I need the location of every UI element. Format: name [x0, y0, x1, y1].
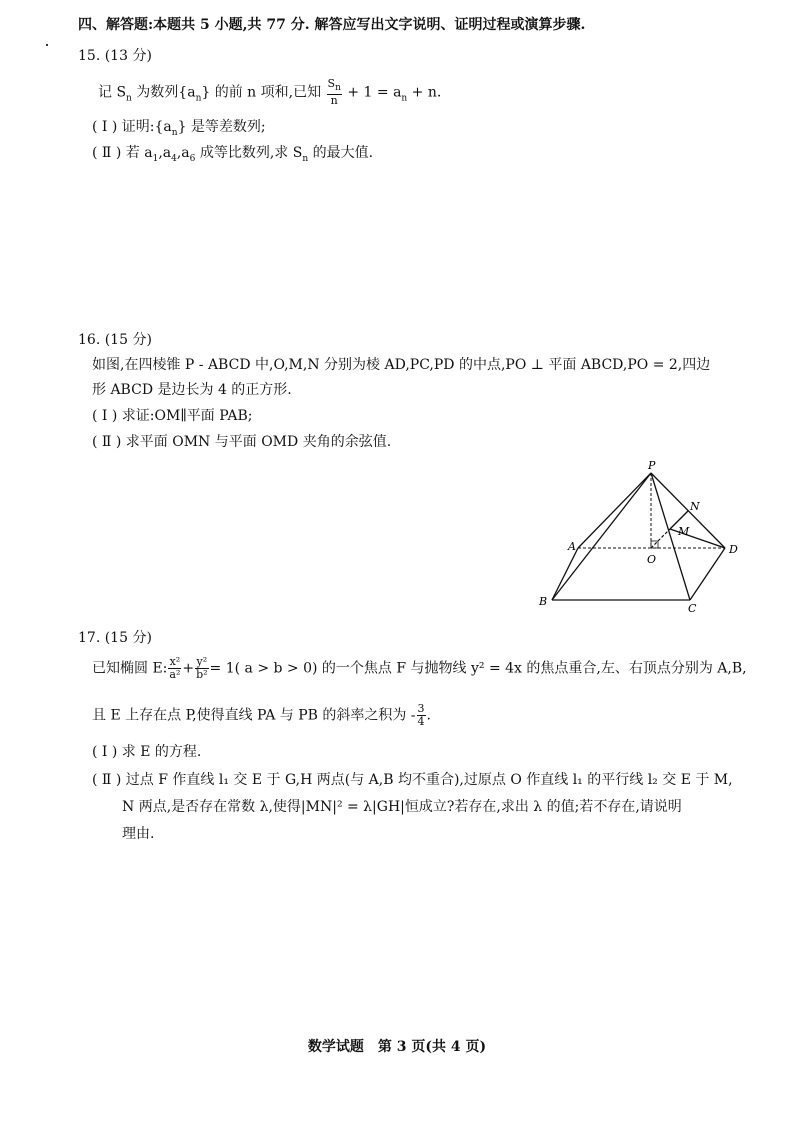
- q16-stem-line2: 形 ABCD 是边长为 4 的正方形.: [92, 382, 292, 398]
- label-B: B: [539, 595, 548, 608]
- q17-fraction-x: $\frac{\text{x²}}{\text{a²}}$: [169, 655, 181, 681]
- q17-part1: ( Ⅰ ) 求 E 的方程.: [92, 744, 202, 760]
- q17-part2-line1: ( Ⅱ ) 过点 F 作直线 l₁ 交 E 于 G,H 两点(与 A,B 均不重合),过原点 O 作直线 l₁ 的平行线 l₂ 交 E 于 M,: [92, 772, 733, 788]
- label-A: A: [568, 540, 576, 553]
- q15-part2: ( Ⅱ ) 若 $a_1,a_4,a_6$ 成等比数列,求 $S_n$ 的最大值.: [92, 145, 374, 164]
- q15-part1: ( Ⅰ ) 证明$:\{a_n\}$ 是等差数列;: [92, 119, 266, 138]
- q16-part1: ( Ⅰ ) 求证:OM∥平面 PAB;: [92, 408, 253, 424]
- page-footer: 数学试题 第 3 页(共 4 页): [307, 1039, 487, 1055]
- q17-stem-line1: 已知椭圆 E: $\frac{\text{x²}}{\text{a²}}$ + $\frac{\text{y²}}{\text{b²}}$ = 1( a > b > 0) 的一个焦点 F 与抛物线 y² = 4x 的焦点重合,左、右顶点分别为 A,B,: [92, 655, 747, 681]
- label-M: M: [678, 525, 690, 538]
- q17-heading: 17. (15 分): [78, 630, 152, 646]
- q17-fraction-y: $\frac{\text{y²}}{\text{b²}}$: [196, 655, 208, 681]
- q15-heading: 15. (13 分): [78, 48, 152, 64]
- label-O: O: [647, 553, 657, 566]
- pyramid-figure: [530, 455, 760, 615]
- q16-stem-line1: 如图,在四棱锥 P - ABCD 中,O,M,N 分别为棱 AD,PC,PD 的中点,PO ⊥ 平面 ABCD,PO = 2,四边: [92, 357, 711, 373]
- label-C: C: [688, 602, 697, 615]
- q17-part2-line2: N 两点,是否存在常数 λ,使得|MN|² = λ|GH|恒成立?若存在,求出 λ 的值;若不存在,请说明: [122, 799, 682, 815]
- section-header: 四、解答题:本题共 5 小题,共 77 分. 解答应写出文字说明、证明过程或演算步骤.: [78, 17, 586, 33]
- q15-fraction: $\frac{S_n}{n}$: [327, 77, 341, 108]
- label-D: D: [729, 543, 738, 556]
- q17-fraction-slope: $\frac{3}{4}$: [417, 702, 425, 728]
- edge-PB: [552, 473, 651, 600]
- edge-CD: [690, 548, 725, 600]
- q16-heading: 16. (15 分): [78, 332, 152, 348]
- q16-part2: ( Ⅱ ) 求平面 OMN 与平面 OMD 夹角的余弦值.: [92, 434, 392, 450]
- label-P: P: [648, 459, 656, 472]
- scan-dot: [46, 44, 48, 46]
- edge-AB: [552, 548, 578, 600]
- q17-part2-line3: 理由.: [122, 826, 155, 842]
- q17-stem-line2: 且 E 上存在点 P,使得直线 PA 与 PB 的斜率之积为 - $\frac{3}{4}$ .: [92, 702, 431, 728]
- edge-PA: [578, 473, 651, 548]
- q15-stem: 记 $S_n$ 为数列$\{a_n\}$ 的前 n 项和,已知 $\frac{S_n}{n}$ + $1 = a_n + n$.: [98, 77, 442, 108]
- label-N: N: [690, 500, 700, 513]
